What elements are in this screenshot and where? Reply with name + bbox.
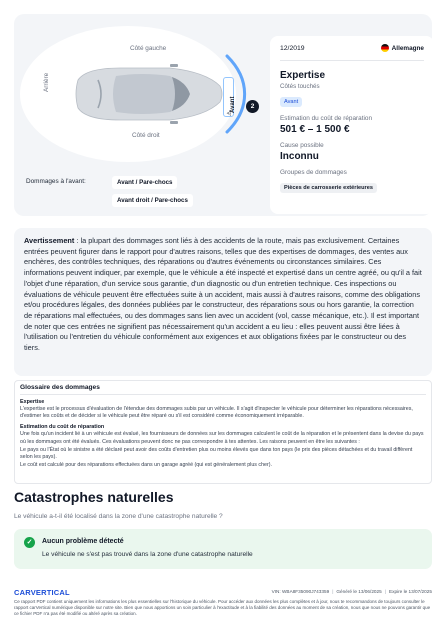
check-icon: ✓ (24, 537, 35, 548)
warning-triangle-icon: ⚠ (226, 110, 233, 116)
groups-label: Groupes de dommages (280, 169, 347, 176)
estimate-label: Estimation du coût de réparation (280, 115, 373, 122)
footer-disclaimer: Ce rapport PDF contient uniquement les informations les plus essentielles sur l'historique du véhicule. Pour accéder aux données les plus complètes et à jour, nous te recommandons de toujours consulter le rapport carVertical numérique disponible sur notre site. Bien que nous apportions un soin particulier à l'exactitude et à la fiabilité des données au moment de sa création, nous que nous ne pouvons garantir que ce fichier PDF n'a pas été modifié ou altéré après sa création. (14, 599, 431, 616)
front-zone-tag[interactable] (223, 77, 234, 117)
status-text: Le véhicule ne s'est pas trouvé dans la zone d'une catastrophe naturelle (42, 551, 253, 558)
damage-group-chip: Pièces de carrosserie extérieures (280, 183, 377, 193)
catastrophe-status-box (14, 529, 432, 569)
car-diagram (20, 20, 258, 168)
damage-chip[interactable]: Avant droit / Pare-chocs (112, 194, 193, 207)
glossary-text-estimate: Le pays ou l'État où le sinistre a été déclaré peut avoir des coûts d'entretien plus ou moins élevés que dans ton pays (le prix des pièces détachées et du travail diffèrent selon les pays). (20, 446, 413, 461)
detail-header (280, 44, 424, 61)
cause-label: Cause possible (280, 142, 324, 149)
sides-label: Côtés touchés (280, 83, 320, 90)
country-name: Allemagne (391, 44, 424, 52)
brand-logo: CARVERTICAL (14, 588, 70, 597)
front-zone-label: Avant (230, 96, 236, 113)
warning-text: : la plupart des dommages sont liés à des accidents de la route, mais pas exclusivement. Certaines entrées peuvent figurer dans le rapport pour d'autres raisons, telles que des expertises de dommages, des ventes aux enchères, des contrôles techniques, des réparations ou d'autres événements ou circonstances similaires. Ces informations peuvent indiquer, par exemple, que le véhicule a été inspecté et expertisé dans un centre agréé, ou qu'il a fait l'objet d'une réparation, d'un service sous garantie, d'un diagnostic ou d'un entretien technique. Ces inspections ou évaluations de véhicule peuvent être effectuées suite à un accident, mais aussi à d'autres raisons, comme des obligations et/ou procédures légales, des données publiées par le constructeur, des réparations sous ou hors garantie, la correction de réparations mal effectuées, ou des dommages sans lien avec un accident (vol, casse mécanique, etc.). Il est important de noter que ces entrées ne signifient pas nécessairement qu'un accident a eu lieu : elles peuvent aussi être liées à l'utilisation ou l'entretien du véhicule conformément aux exigences et aux obligations fixées par le constructeur ou des tiers. (24, 236, 422, 353)
side-label-left: Côté gauche (130, 45, 167, 52)
damage-detail-panel (270, 36, 434, 214)
damage-count-badge: 2 (246, 100, 259, 113)
side-label-rear: Arrière (43, 72, 50, 92)
detail-title: Expertise (280, 70, 326, 81)
germany-flag-icon (381, 44, 389, 52)
disclaimer-warning (14, 228, 432, 376)
expiry-date: Expire le 13/07/2025 (388, 589, 432, 594)
front-damages-label: Dommages à l'avant: (26, 178, 86, 185)
damage-card (14, 14, 432, 216)
generated-date: Généré le 13/06/2025 (336, 589, 382, 594)
glossary-title: Glossaire des dommages (20, 384, 426, 395)
side-badge: Avant (280, 97, 302, 107)
side-label-right: Côté droit (132, 132, 160, 139)
glossary-text-estimate: Une fois qu'un incident lié à un véhicule est évalué, les fournisseurs de données sur les dommages calculent le coût de la réparation et le présentent dans la devise du pays où les dommages ont été évalués. Ces évaluations peuvent donc ne pas correspondre à tes attentes. Les raisons peuvent en être les suivantes : (20, 431, 424, 445)
section-question: Le véhicule a-t-il été localisé dans la zone d'une catastrophe naturelle ? (14, 513, 223, 520)
damage-date: 12/2019 (280, 44, 305, 52)
vin-number: VIN: WBA8F35090J743359 (271, 589, 330, 594)
glossary-text-expertise: L'expertise est le processus d'évaluation de l'étendue des dommages subis par un véhicule. Il s'agit d'inspecter le véhicule pour déterminer les réparations nécessaires, d'estimer les coûts et de décider si le véhicule peut être réparé ou s'il est considéré comme économiquement irréparable. (20, 406, 413, 420)
glossary-term-estimate: Estimation du coût de réparation (20, 424, 105, 431)
glossary-text-estimate: Le coût est calculé pour des réparations effectuées dans un garage agréé (qui est généralement plus cher). (20, 462, 272, 469)
section-title: Catastrophes naturelles (14, 489, 174, 505)
damage-glossary (14, 380, 432, 484)
warning-lead: Avertissement (24, 236, 75, 245)
cause-value: Inconnu (280, 151, 319, 162)
estimate-value: 501 € – 1 500 € (280, 124, 350, 135)
glossary-term-expertise: Expertise (20, 399, 45, 405)
report-meta: VIN: WBA8F35090J743359 | Généré le 13/06/2025 | Expire le 13/07/2025 (271, 589, 432, 594)
damage-country (381, 44, 424, 52)
status-title: Aucun problème détecté (42, 538, 124, 545)
damage-chip[interactable]: Avant / Pare-chocs (112, 176, 177, 189)
